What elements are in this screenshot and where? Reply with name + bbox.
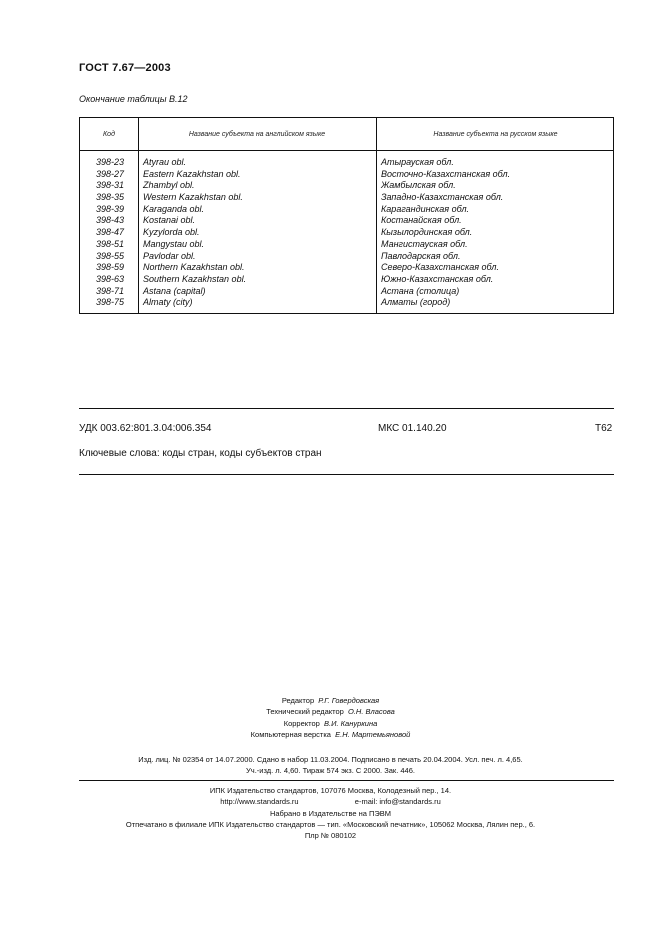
code-cell: 398-63 bbox=[95, 273, 124, 284]
publisher-website[interactable]: http://www.standards.ru bbox=[220, 797, 299, 807]
plr-number: Плр № 080102 bbox=[304, 831, 357, 841]
russian-name-cell: Западно-Казахстанская обл. bbox=[381, 192, 504, 203]
publisher-email[interactable]: e-mail: info@standards.ru bbox=[354, 797, 441, 807]
license-block bbox=[0, 754, 661, 777]
code-cell: 398-23 bbox=[95, 157, 124, 167]
english-name-cell: Northern Kazakhstan obl. bbox=[143, 262, 245, 273]
russian-name-cell: Северо-Казахстанская обл. bbox=[381, 262, 499, 273]
russian-name-cell: Кызылординская обл. bbox=[381, 227, 473, 238]
russian-name-cell: Астана (столица) bbox=[381, 285, 460, 296]
russian-name-cell: Жамбылская обл. bbox=[381, 180, 456, 191]
table-header-row bbox=[80, 118, 613, 151]
license-line: Уч.-изд. л. 4,60. Тираж 574 экз. С 2000. Зак. 446. bbox=[246, 766, 415, 776]
credit-name: В.И. Кануркина bbox=[324, 718, 378, 728]
code-cell: 398-35 bbox=[95, 192, 124, 203]
typeset-note: Набрано в Издательстве на ПЭВМ bbox=[269, 808, 392, 818]
english-name-cell: Zhambyl obl. bbox=[143, 180, 195, 191]
table-row bbox=[80, 215, 613, 227]
russian-name-cell: Алматы (город) bbox=[381, 297, 451, 308]
table-row bbox=[80, 180, 613, 192]
russian-name-cell: Павлодарская обл. bbox=[381, 250, 461, 261]
russian-name-cell: Восточно-Казахстанская обл. bbox=[381, 168, 511, 179]
english-name-cell: Western Kazakhstan obl. bbox=[143, 192, 243, 203]
table-caption: Окончание таблицы В.12 bbox=[79, 94, 188, 104]
header-russian-name: Название субъекта на русском языке bbox=[433, 130, 558, 138]
udk-code: УДК 003.62:801.3.04:006.354 bbox=[79, 423, 212, 434]
english-name-cell: Almaty (city) bbox=[143, 297, 193, 308]
credit-label: Редактор bbox=[281, 696, 315, 705]
russian-name-cell: Атырауская обл. bbox=[381, 157, 454, 167]
code-cell: 398-71 bbox=[95, 285, 124, 296]
credits-block bbox=[0, 695, 661, 740]
section-divider bbox=[79, 474, 614, 475]
table-row bbox=[80, 274, 613, 286]
code-cell: 398-39 bbox=[95, 203, 124, 214]
publisher-contacts bbox=[0, 796, 661, 807]
table-row bbox=[80, 169, 613, 181]
credit-label: Компьютерная верстка bbox=[250, 729, 331, 739]
credit-label: Технический редактор bbox=[266, 707, 344, 717]
english-name-cell: Astana (capital) bbox=[143, 285, 206, 296]
table-row bbox=[80, 227, 613, 239]
table-row bbox=[80, 262, 613, 274]
header-english-name: Название субъекта на английском языке bbox=[188, 130, 326, 138]
code-cell: 398-31 bbox=[95, 180, 124, 191]
credit-editor bbox=[0, 695, 661, 706]
english-name-cell: Karaganda obl. bbox=[143, 203, 205, 214]
credit-label: Корректор bbox=[283, 718, 320, 728]
section-divider bbox=[79, 408, 614, 409]
credit-corrector bbox=[0, 718, 661, 729]
table-row bbox=[80, 239, 613, 251]
code-cell: 398-75 bbox=[95, 297, 124, 308]
credit-name: Р.Г. Говердовская bbox=[318, 696, 380, 705]
table-body bbox=[80, 157, 613, 309]
imprint-divider bbox=[79, 780, 614, 781]
printing-house: Отпечатано в филиале ИПК Издательство стандартов — тип. «Московский печатник», 105062 Москва, Лялин пер., 6. bbox=[125, 819, 536, 829]
english-name-cell: Atyrau obl. bbox=[143, 157, 187, 167]
english-name-cell: Southern Kazakhstan obl. bbox=[143, 273, 247, 284]
russian-name-cell: Мангистауская обл. bbox=[381, 238, 468, 249]
subdivision-code-table bbox=[79, 117, 614, 314]
table-row bbox=[80, 251, 613, 263]
publisher-block bbox=[0, 785, 661, 841]
russian-name-cell: Костанайская обл. bbox=[381, 215, 462, 226]
credit-name: Е.Н. Мартемьяновой bbox=[335, 729, 411, 739]
publisher-address: ИПК Издательство стандартов, 107076 Москва, Колодезный пер., 14. bbox=[209, 786, 452, 795]
license-line: Изд. лиц. № 02354 от 14.07.2000. Сдано в набор 11.03.2004. Подписано в печать 20.04.2004. Усл. печ. л. 4,65. bbox=[138, 755, 523, 764]
table-row bbox=[80, 297, 613, 309]
credit-name: О.Н. Власова bbox=[348, 707, 395, 717]
code-cell: 398-43 bbox=[95, 215, 124, 226]
credit-tech-editor bbox=[0, 706, 661, 717]
code-cell: 398-27 bbox=[95, 168, 124, 179]
credit-layout bbox=[0, 729, 661, 740]
english-name-cell: Pavlodar obl. bbox=[143, 250, 196, 261]
english-name-cell: Mangystau obl. bbox=[143, 238, 205, 249]
header-code: Код bbox=[103, 130, 115, 138]
table-row bbox=[80, 286, 613, 298]
code-cell: 398-47 bbox=[95, 227, 124, 238]
standard-number: ГОСТ 7.67—2003 bbox=[79, 62, 171, 74]
code-cell: 398-51 bbox=[95, 238, 124, 249]
english-name-cell: Kyzylorda obl. bbox=[143, 227, 200, 238]
mks-code: МКС 01.140.20 bbox=[378, 423, 447, 434]
keywords: Ключевые слова: коды стран, коды субъектов стран bbox=[79, 448, 322, 459]
english-name-cell: Eastern Kazakhstan obl. bbox=[143, 168, 241, 179]
table-row bbox=[80, 157, 613, 169]
table-row bbox=[80, 192, 613, 204]
code-cell: 398-55 bbox=[95, 250, 124, 261]
english-name-cell: Kostanai obl. bbox=[143, 215, 196, 226]
code-cell: 398-59 bbox=[95, 262, 124, 273]
group-code: Т62 bbox=[595, 423, 613, 434]
russian-name-cell: Южно-Казахстанская обл. bbox=[381, 273, 494, 284]
russian-name-cell: Карагандинская обл. bbox=[381, 203, 470, 214]
table-row bbox=[80, 204, 613, 216]
